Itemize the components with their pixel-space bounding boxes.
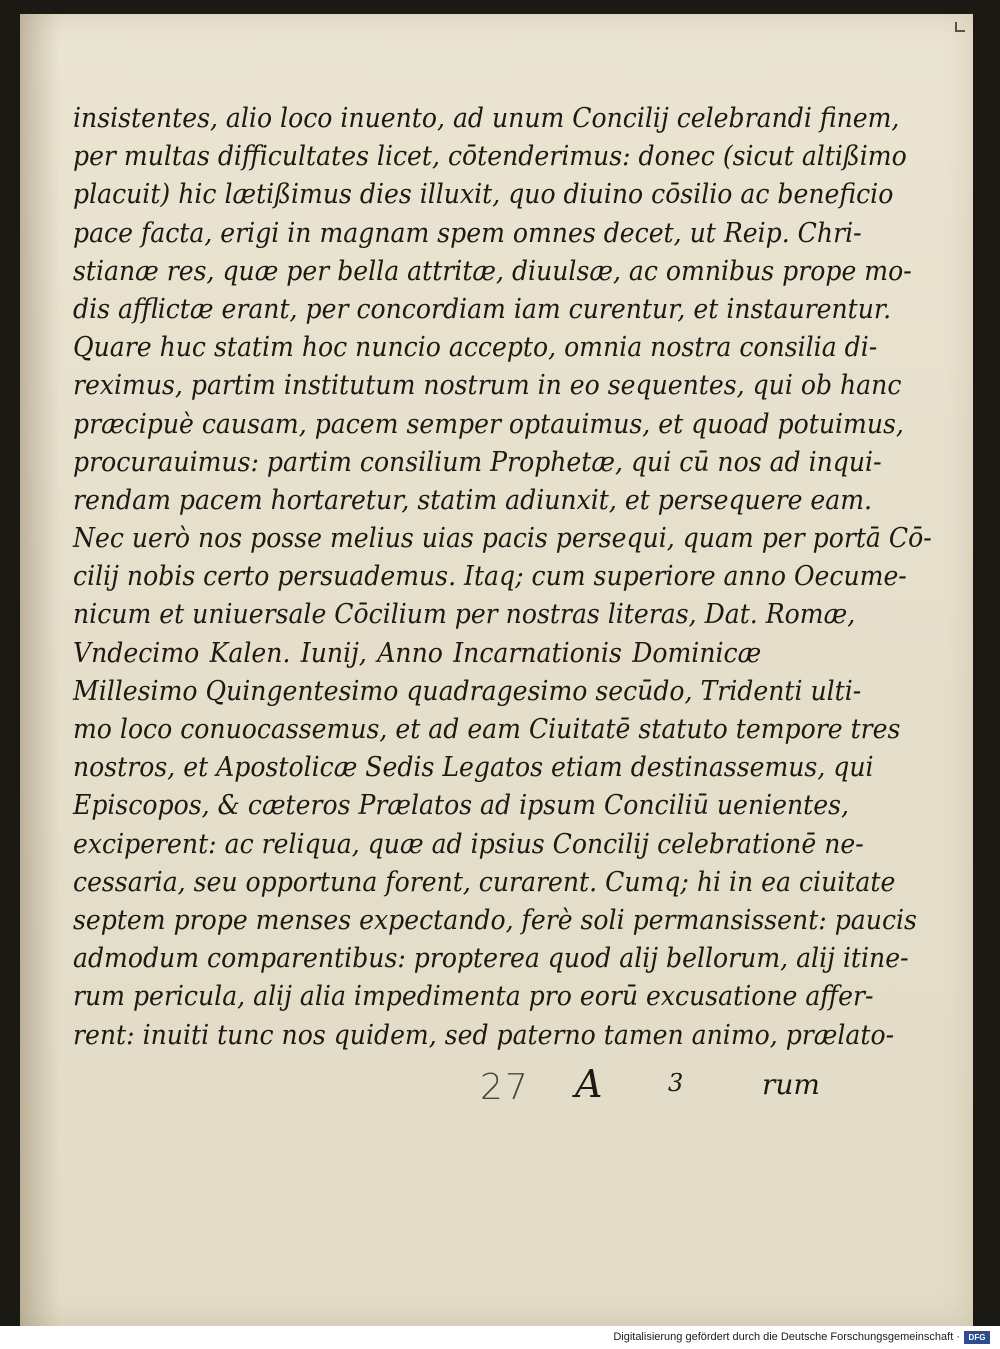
- text-line: pace facta, erigi in magnam spem omnes decet, ut Reip. Chri-: [73, 217, 862, 249]
- footer-credit: Digitalisierung gefördert durch die Deutsche Forschungsgemeinschaft ·: [613, 1331, 960, 1343]
- text-line: Vndecimo Kalen. Iunij, Anno Incarnationis Dominicæ: [73, 637, 762, 669]
- body-text: [73, 100, 932, 1055]
- book-page: [20, 14, 973, 1326]
- scan-corner-mark: [955, 22, 965, 32]
- text-line: mo loco conuocassemus, et ad eam Ciuitatē statuto tempore tres: [73, 714, 901, 745]
- text-line: Quare huc statim hoc nuncio accepto, omnia nostra consilia di-: [73, 332, 878, 364]
- text-line: Nec uerò nos posse melius uias pacis persequi, quam per portā Cō-: [73, 523, 932, 555]
- signature-number: 3: [668, 1069, 684, 1097]
- text-line: procurauimus: partim consilium Prophetæ, qui cū nos ad inqui-: [73, 446, 882, 478]
- text-line: præcipuè causam, pacem semper optauimus, et quoad potuimus,: [73, 408, 904, 440]
- footer-bar: [0, 1326, 1000, 1349]
- text-line: insistentes, alio loco inuento, ad unum Concilij celebrandi finem,: [73, 103, 900, 134]
- text-line: septem prope menses expectando, ferè soli permansissent: paucis: [73, 904, 917, 936]
- text-line: rendam pacem hortaretur, statim adiunxit, et persequere eam.: [73, 484, 873, 516]
- text-line: placuit) hic lætißimus dies illuxit, quo diuino cōsilio ac beneficio: [73, 179, 894, 211]
- text-line: rum pericula, alij alia impedimenta pro eorū excusatione affer-: [73, 981, 874, 1013]
- text-line: admodum comparentibus: propterea quod alij bellorum, alij itine-: [73, 943, 909, 975]
- dfg-logo: DFG: [964, 1331, 990, 1344]
- text-line: exciperent: ac reliqua, quæ ad ipsius Concilij celebrationē ne-: [73, 828, 864, 860]
- text-line: stianæ res, quæ per bella attritæ, diuulsæ, ac omnibus prope mo-: [73, 255, 912, 287]
- text-line: cilij nobis certo persuademus. Itaq; cum superiore anno Oecume-: [73, 561, 907, 593]
- text-line: Millesimo Quingentesimo quadragesimo secūdo, Tridenti ulti-: [73, 675, 862, 707]
- handwritten-folio-number: 27: [480, 1067, 530, 1108]
- catchword: rum: [762, 1068, 820, 1101]
- text-line: cessaria, seu opportuna forent, curarent. Cumq; hi in ea ciuitate: [73, 866, 896, 898]
- text-line: per multas difficultates licet, cōtenderimus: donec (sicut altißimo: [73, 141, 907, 173]
- text-line: reximus, partim institutum nostrum in eo sequentes, qui ob hanc: [73, 370, 902, 402]
- text-line: dis afflictæ erant, per concordiam iam curentur, et instaurentur.: [73, 293, 892, 325]
- text-line: nicum et uniuersale Cōcilium per nostras literas, Dat. Romæ,: [73, 599, 856, 631]
- text-line: Episcopos, & cæteros Prælatos ad ipsum Conciliū uenientes,: [73, 790, 849, 822]
- text-line: nostros, et Apostolicæ Sedis Legatos etiam destinassemus, qui: [73, 752, 874, 784]
- text-line: rent: inuiti tunc nos quidem, sed paterno tamen animo, prælato-: [73, 1019, 895, 1051]
- signature-mark: A: [575, 1062, 603, 1106]
